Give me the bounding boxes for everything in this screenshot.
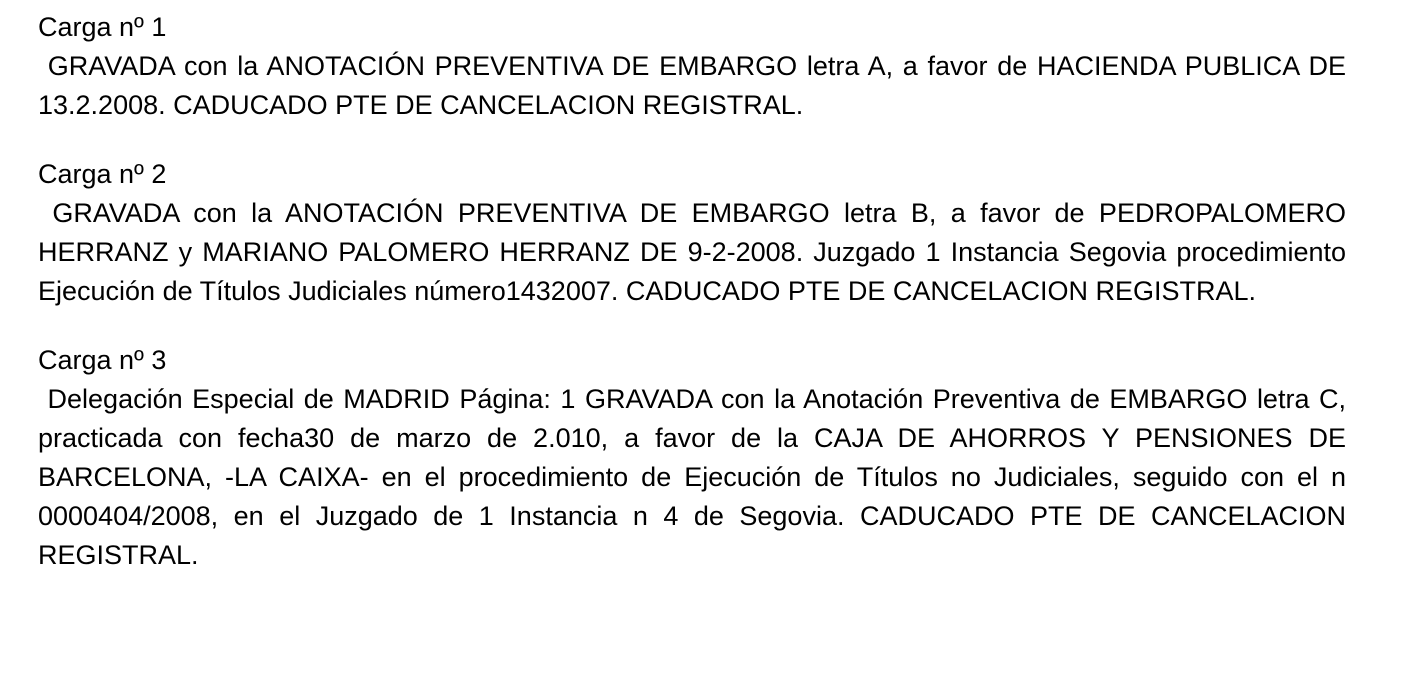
- charge-title: Carga nº 2: [38, 159, 167, 189]
- charge-body: GRAVADA con la ANOTACIÓN PREVENTIVA DE EMBARGO letra A, a favor de HACIENDA PUBLICA DE 13.2.2008. CADUCADO PTE DE CANCELACION REGISTRAL.: [38, 51, 1354, 120]
- charge-block-3: [38, 341, 1354, 575]
- charge-title: Carga nº 3: [38, 345, 167, 375]
- charge-block-1: [38, 8, 1354, 125]
- charge-body: GRAVADA con la ANOTACIÓN PREVENTIVA DE EMBARGO letra B, a favor de PEDROPALOMERO HERRANZ y MARIANO PALOMERO HERRANZ DE 9-2-2008. Juzgado 1 Instancia Segovia procedimiento Ejecución de Títulos Judiciales número1432007. CADUCADO PTE DE CANCELACION REGISTRAL.: [38, 198, 1354, 306]
- charge-body: Delegación Especial de MADRID Página: 1 GRAVADA con la Anotación Preventiva de EMBARGO letra C, practicada con fecha30 de marzo de 2.010, a favor de la CAJA DE AHORROS Y PENSIONES DE BARCELONA, -LA CAIXA- en el procedimiento de Ejecución de Títulos no Judiciales, seguido con el n 0000404/2008, en el Juzgado de 1 Instancia n 4 de Segovia. CADUCADO PTE DE CANCELACION REGISTRAL.: [38, 384, 1354, 570]
- charge-block-2: [38, 155, 1354, 311]
- charge-title: Carga nº 1: [38, 12, 167, 42]
